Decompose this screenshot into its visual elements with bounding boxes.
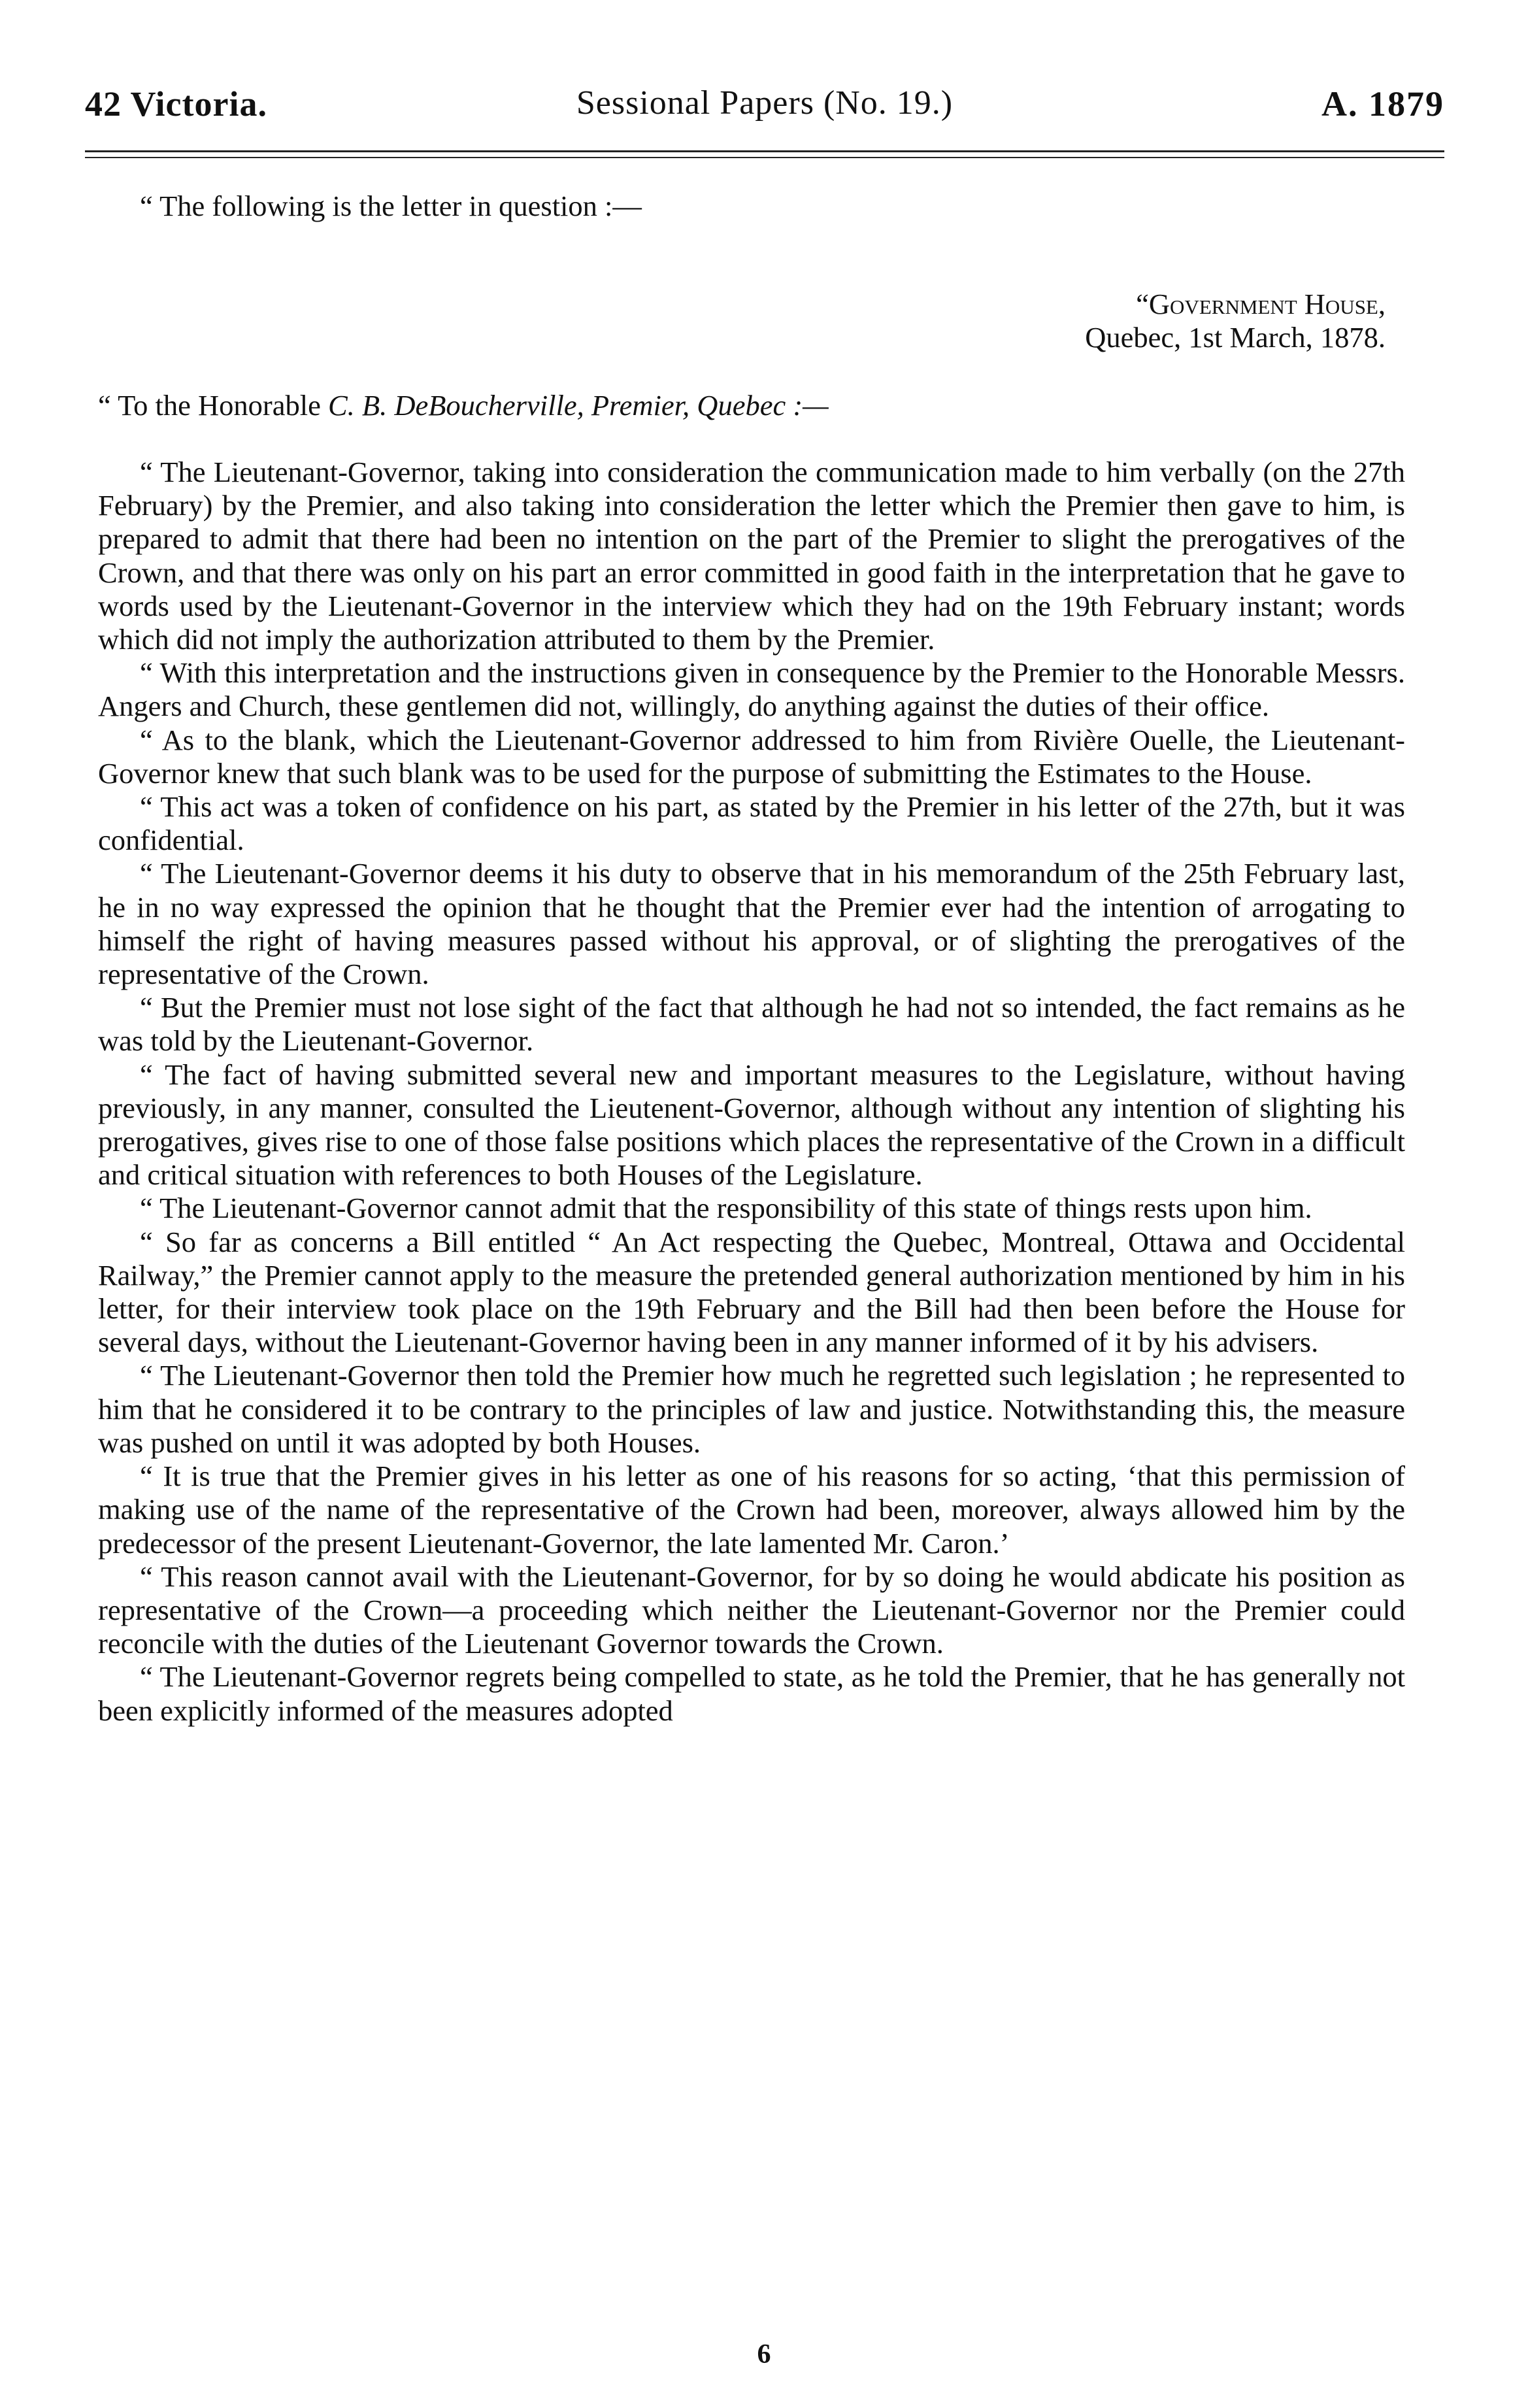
header-title: Sessional Papers (No. 19.) [576,84,954,122]
paragraph: “ So far as concerns a Bill entitled “ An Act respecting the Quebec, Montreal, Ottawa and Occidental Railway,” the Premier cannot apply to the measure the pretended general authorization mentioned by him in his letter, for their interview took place on the 19th February and the Bill had then been before the House for several days, without the Lieutenant-Governor having been in any manner informed of it by his advisers. [98,1225,1405,1359]
header-rule-double [85,157,1444,158]
address-line-1: “Government House, [1136,288,1386,320]
paragraph: “ This act was a token of confidence on his part, as stated by the Premier in his letter of the 27th, but it was confidential. [98,790,1405,857]
salutation-prefix: “ To the Honorable [98,389,328,422]
letter-body [98,190,1405,1728]
paragraph: “ The Lieutenant-Governor then told the Premier how much he regretted such legislation ; he represented to him that he considered it to be contrary to the principles of law and justice. Notwithstanding this, the measure was pushed on until it was adopted by both Houses. [98,1359,1405,1459]
header-year: A. 1879 [1321,84,1444,124]
address-line-2: Quebec, 1st March, 1878. [1085,321,1386,354]
paragraph: “ The fact of having submitted several new and important measures to the Legislature, without having previously, in any manner, consulted the Lieutenent-Governor, although without any intention of slighting his prerogatives, gives rise to one of those false positions which places the representative of the Crown in a difficult and critical situation with references to both Houses of the Legislature. [98,1058,1405,1192]
paragraph: “ The Lieutenant-Governor cannot admit that the responsibility of this state of things rests upon him. [140,1192,1312,1225]
paragraph: “ The Lieutenant-Governor deems it his duty to observe that in his memorandum of the 25th February last, he in no way expressed the opinion that he thought that the Premier ever had the intention of arrogating to himself the right of having measures passed without his approval, or of slighting the prerogatives of the representative of the Crown. [98,857,1405,991]
intro-line: “ The following is the letter in question :— [140,190,642,222]
salutation-name: C. B. DeBoucherville, Premier, Quebec :— [327,389,829,422]
running-header [85,84,1444,129]
header-rule [85,150,1444,152]
paragraph: “ This reason cannot avail with the Lieutenant-Governor, for by so doing he would abdicate his position as representative of the Crown—a proceeding which neither the Lieutenant-Governor nor the Premier could reconcile with the duties of the Lieutenant Governor towards the Crown. [98,1560,1405,1660]
paragraph: “ With this interpretation and the instructions given in consequence by the Premier to the Honorable Messrs. Angers and Church, these gentlemen did not, willingly, do anything against the duties of their office. [98,656,1405,723]
page-number: 6 [757,2339,771,2369]
letter-address [98,288,1405,389]
salutation [98,389,1405,454]
paragraph: “ But the Premier must not lose sight of the fact that although he had not so intended, the fact remains as he was told by the Lieutenant-Governor. [98,991,1405,1058]
paragraph: “ It is true that the Premier gives in his letter as one of his reasons for so acting, ‘that this permission of making use of the name of the representative of the Crown had been, moreover, always allowed him by the predecessor of the present Lieutenant-Governor, the late lamented Mr. Caron.’ [98,1460,1405,1560]
paragraph: “ As to the blank, which the Lieutenant-Governor addressed to him from Rivière Ouelle, the Lieutenant-Governor knew that such blank was to be used for the purpose of submitting the Estimates to the House. [98,723,1405,790]
paragraph: “ The Lieutenant-Governor regrets being compelled to state, as he told the Premier, that he has generally not been explicitly informed of the measures adopted [98,1660,1405,1727]
header-volume: 42 Victoria. [85,84,267,124]
paragraph: “ The Lieutenant-Governor, taking into consideration the communication made to him verbally (on the 27th February) by the Premier, and also taking into consideration the letter which the Premier then gave to him, is prepared to admit that there had been no intention on the part of the Premier to slight the prerogatives of the Crown, and that there was only on his part an error committed in good faith in the interpretation that he gave to words used by the Lieutenant-Governor in the interview which they had on the 19th February instant; words which did not imply the authorization attributed to them by the Premier. [98,456,1405,656]
